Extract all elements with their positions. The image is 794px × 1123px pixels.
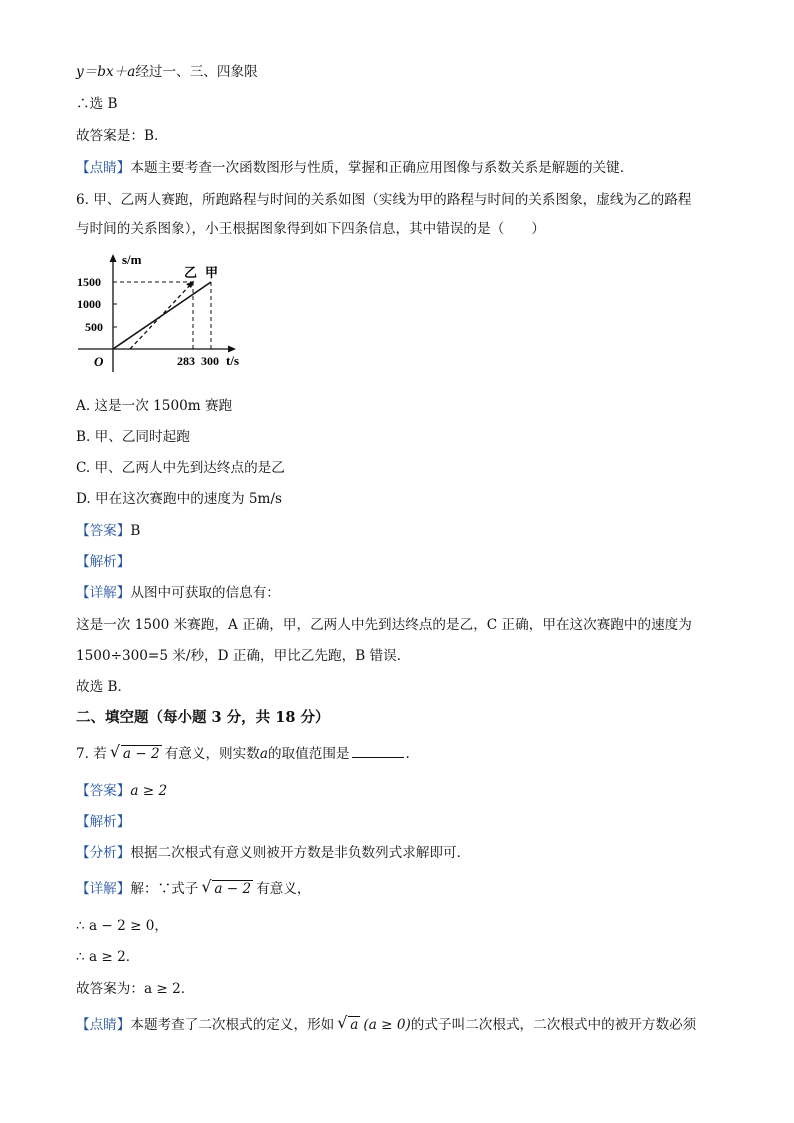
comment-tag: 【点睛】 [76,160,131,176]
answer-b-line: 故答案是：B. [76,128,159,144]
answer-value: a ≥ 2 [130,783,168,799]
detail-6-line-2: 这是一次 1500 米赛跑，A 正确，甲，乙两人中先到达终点的是乙，C 正确，甲在这次赛跑中的速度为 [76,617,692,633]
linear-equation: y＝bx＋a [76,64,136,80]
jia-solid-line [113,282,211,349]
q7-post: 的取值范围是 [267,746,350,762]
quadrant-text: 经过一、三、四象限 [135,64,258,80]
distance-time-graph [74,250,274,380]
answer-6 [76,522,734,540]
detail-tag: 【详解】 [76,585,131,601]
question-6-line-1: 6. 甲、乙两人赛跑，所跑路程与时间的关系如图（实线为甲的路程与时间的关系图象，虚线为乙的路程 [76,192,692,208]
line-equation-quadrants [76,63,734,81]
detail-6 [76,584,734,602]
step-1: ∴ a − 2 ≥ 0， [76,918,169,934]
y-tick-1500: 1500 [77,275,101,289]
label-jia: 甲 [205,266,219,281]
comment-line-5 [76,159,734,177]
option-d: D. 甲在这次赛跑中的速度为 5m/s [76,491,283,507]
y-tick-1000: 1000 [77,297,101,311]
answer-tag: 【答案】 [76,783,131,799]
sqrt-a: √ a [337,1013,359,1033]
yi-dashed-line [130,282,193,349]
section-2-heading: 二、填空题（每小题 3 分，共 18 分） [76,709,330,726]
option-c: C. 甲、乙两人中先到达终点的是乙 [76,460,285,476]
x-tick-300: 300 [201,354,219,368]
radicand: a − 2 [214,881,252,897]
answer-7 [76,782,734,800]
q7-middle: 有意义，则实数 [164,746,260,762]
answer-7-final: 故答案为：a ≥ 2． [76,981,195,997]
fenxi-tag: 【分析】 [76,845,131,861]
comment-text: 本题主要考查一次函数图形与性质，掌握和正确应用图像与系数关系是解题的关键. [130,160,625,176]
question-7 [76,742,734,763]
answer-value: B [130,523,141,539]
answer-tag: 【答案】 [76,523,131,539]
y-axis-arrow [110,254,117,262]
fenxi-7 [76,844,734,862]
label-yi: 乙 [184,266,198,281]
analysis-7-tag: 【解析】 [76,814,131,830]
option-b: B. 甲、乙同时起跑 [76,429,190,445]
x-axis-label: t/s [226,353,239,368]
detail-6-line-3: 1500÷300=5 米/秒，D 正确，甲比乙先跑，B 错误． [76,648,411,664]
question-6-line-2: 与时间的关系图象），小王根据图象得到如下四条信息，其中错误的是（ ） [76,221,545,237]
step-2: ∴ a ≥ 2． [76,949,140,965]
fenxi-text: 根据二次根式有意义则被开方数是非负数列式求解即可． [130,845,471,861]
sqrt-expression: √ a − 2 [201,877,252,897]
detail-post: 有意义， [256,881,311,897]
q7-end: . [405,746,410,762]
y-tick-500: 500 [85,320,103,334]
condition: (a ≥ 0) [363,1017,411,1033]
answer-blank [352,745,404,758]
analysis-6-tag: 【解析】 [76,554,131,570]
comment-post: 的式子叫二次根式，二次根式中的被开方数必须 [410,1017,697,1033]
detail-tag: 【详解】 [76,881,131,897]
radicand: a − 2 [122,746,160,762]
detail-7 [76,877,734,898]
detail-text: 从图中可获取的信息有： [130,585,280,601]
choose-b-line: ∴选 B [76,96,118,112]
comment-7 [76,1013,734,1034]
q7-prefix: 7. 若 [76,746,107,762]
radicand: a [350,1017,359,1033]
comment-pre: 本题考查了二次根式的定义，形如 [130,1017,335,1033]
x-axis-arrow [228,346,236,353]
choose-6: 故选 B． [76,679,132,695]
comment-tag: 【点睛】 [76,1017,131,1033]
q7-var: a [259,746,268,762]
sqrt-expression: √ a − 2 [109,742,160,762]
x-tick-283: 283 [177,354,195,368]
y-axis-label: s/m [122,252,142,267]
option-a: A. 这是一次 1500m 赛跑 [76,398,233,414]
detail-pre: 解：∵式子 [130,881,199,897]
origin-label: O [94,354,104,369]
